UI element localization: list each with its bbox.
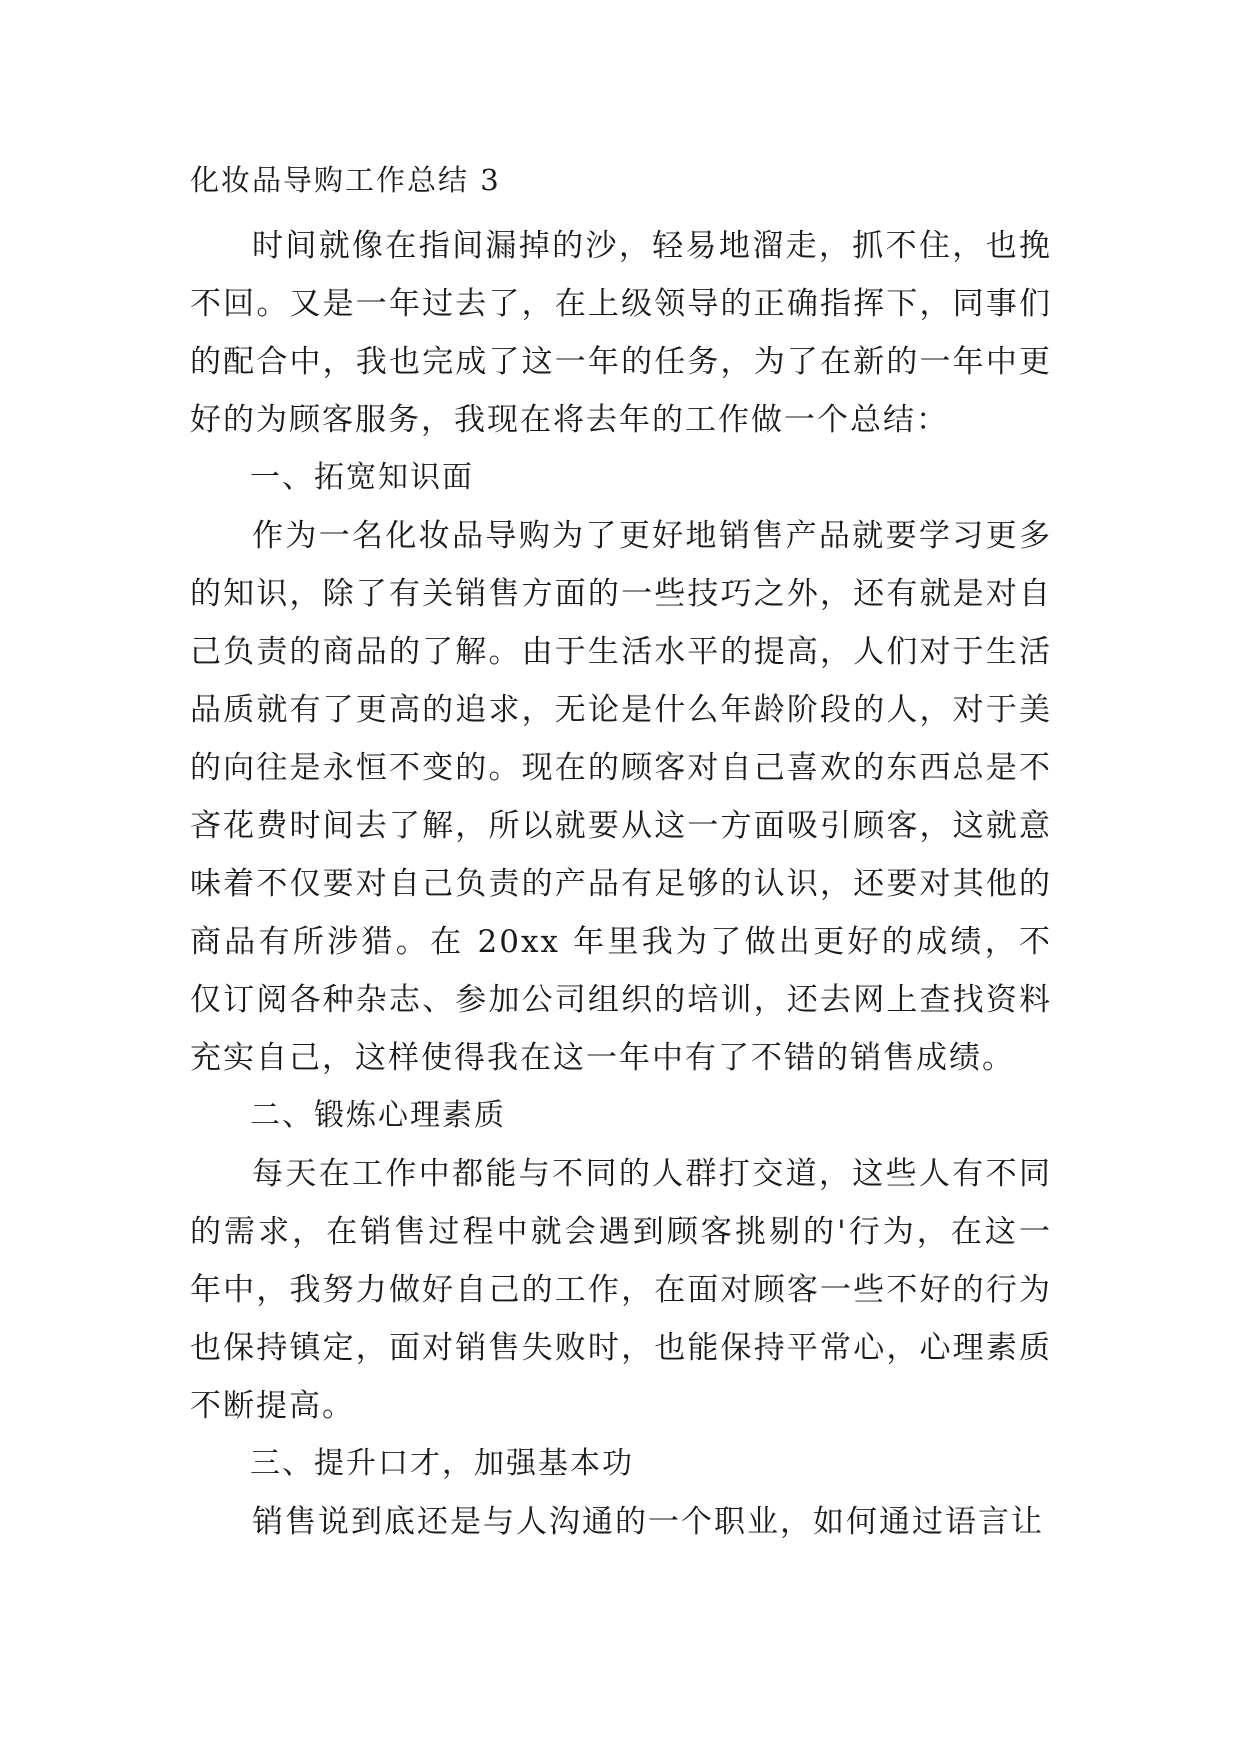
intro-paragraph: 时间就像在指间漏掉的沙，轻易地溜走，抓不住，也挽不回。又是一年过去了，在上级领导的正确指挥下，同事们的配合中，我也完成了这一年的任务，为了在新的一年中更好的为顾客服务，我现在将去年的工作做一个总结： xyxy=(190,228,1052,438)
section-heading-1: 一、拓宽知识面 xyxy=(250,460,474,495)
section-heading-2: 二、锻炼心理素质 xyxy=(250,1098,506,1133)
section-heading-3: 三、提升口才，加强基本功 xyxy=(250,1446,634,1481)
document-title: 化妆品导购工作总结 3 xyxy=(190,163,501,197)
document-body xyxy=(190,217,1052,1551)
section-1-paragraph: 作为一名化妆品导购为了更好地销售产品就要学习更多的知识，除了有关销售方面的一些技巧之外，还有就是对自己负责的商品的了解。由于生活水平的提高，人们对于生活品质就有了更高的追求，无论是什么年龄阶段的人，对于美的向往是永恒不变的。现在的顾客对自己喜欢的东西总是不吝花费时间去了解，所以就要从这一方面吸引顾客，这就意味着不仅要对自己负责的产品有足够的认识，还要对其他的商品有所涉猎。在 20xx 年里我为了做出更好的成绩，不仅订阅各种杂志、参加公司组织的培训，还去网上查找资料充实自己，这样使得我在这一年中有了不错的销售成绩。 xyxy=(190,518,1052,1076)
section-3-paragraph: 销售说到底还是与人沟通的一个职业，如何通过语言让 xyxy=(252,1504,1044,1540)
section-2-paragraph: 每天在工作中都能与不同的人群打交道，这些人有不同的需求，在销售过程中就会遇到顾客挑剔的'行为，在这一年中，我努力做好自己的工作，在面对顾客一些不好的行为也保持镇定，面对销售失败时，也能保持平常心，心理素质不断提高。 xyxy=(190,1156,1052,1424)
